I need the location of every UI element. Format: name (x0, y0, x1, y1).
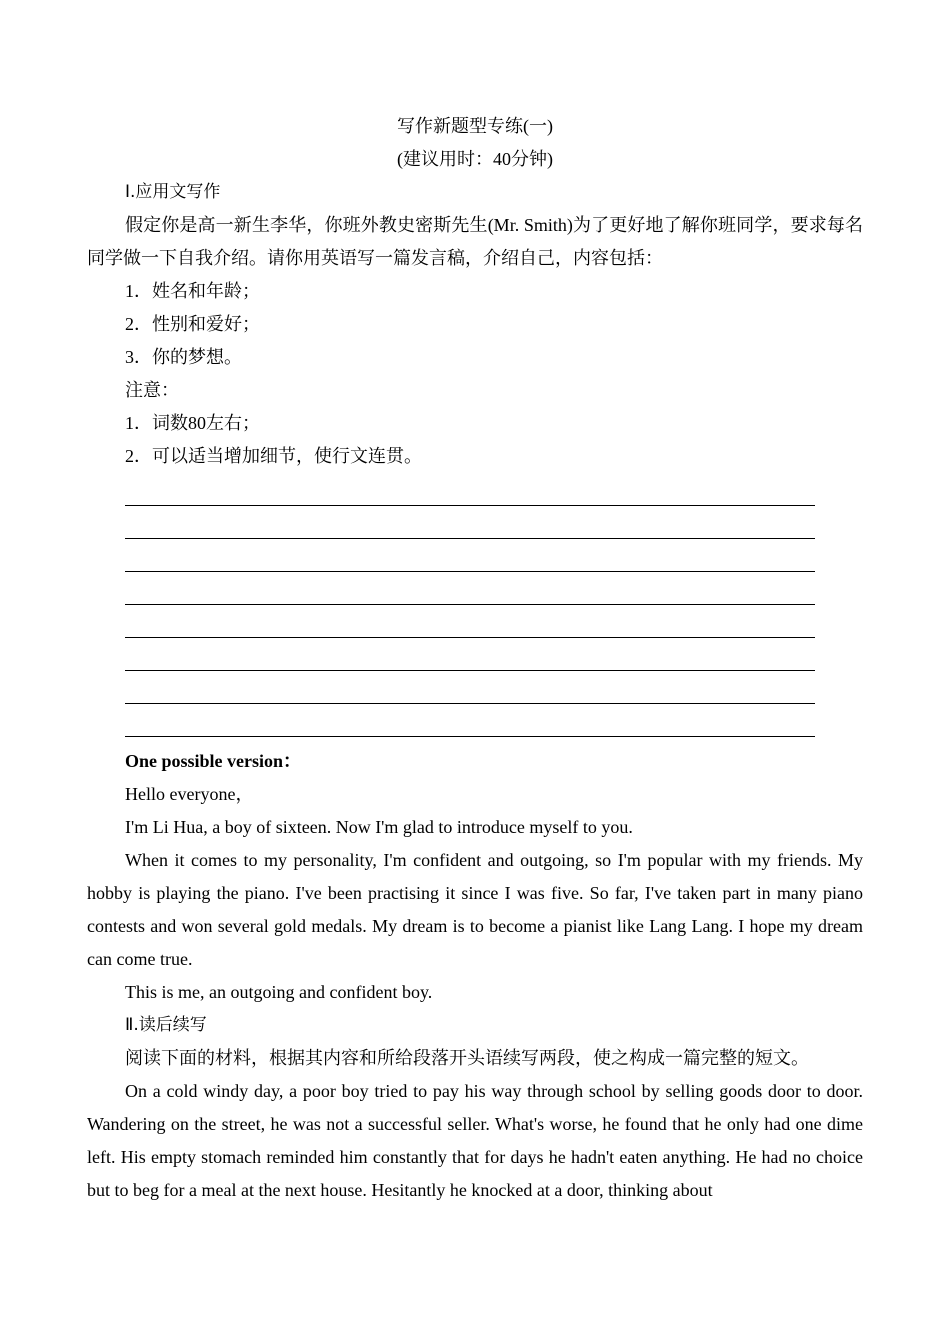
document-page (87, 110, 863, 1207)
sample-body: When it comes to my personality, I'm confident and outgoing, so I'm popular with my friends. My hobby is playing the piano. I've been practising it since I was five. So far, I've taken part in many piano contests and won several gold medals. My dream is to become a pianist like Lang Lang. I hope my dream can come true. (87, 850, 863, 969)
sample-greeting: Hello everyone， (125, 784, 254, 804)
notes-label: 注意： (125, 380, 179, 400)
writing-line[interactable] (125, 671, 815, 704)
document-title: 写作新题型专练(一) (397, 116, 553, 136)
note-item: 1．词数80左右； (125, 413, 260, 433)
content-point: 2．性别和爱好； (125, 314, 260, 334)
sample-answer-label: One possible version： (125, 751, 302, 771)
sample-intro: I'm Li Hua, a boy of sixteen. Now I'm glad to introduce myself to you. (125, 817, 633, 837)
writing-line[interactable] (125, 605, 815, 638)
content-point: 3．你的梦想。 (125, 347, 242, 367)
writing-line[interactable] (125, 572, 815, 605)
content-point: 1．姓名和年龄； (125, 281, 260, 301)
writing-line[interactable] (125, 539, 815, 572)
note-item: 2．可以适当增加细节，使行文连贯。 (125, 446, 422, 466)
answer-writing-lines (87, 481, 863, 745)
writing-line[interactable] (125, 638, 815, 671)
section-2-passage: On a cold windy day, a poor boy tried to pay his way through school by selling goods door to door. Wandering on the street, he was not a successful seller. What's worse, he found that he only had one dime left. His empty stomach reminded him constantly that for days he hadn't eaten anything. He had no choice but to beg for a meal at the next house. Hesitantly he knocked at a door, thinking about (87, 1081, 863, 1200)
writing-line[interactable] (125, 473, 815, 506)
section-2-heading: Ⅱ.读后续写 (125, 1015, 207, 1035)
sample-closing: This is me, an outgoing and confident boy. (125, 982, 433, 1002)
writing-line[interactable] (125, 506, 815, 539)
time-limit: (建议用时：40分钟) (397, 149, 553, 169)
section-2-instruction: 阅读下面的材料，根据其内容和所给段落开头语续写两段，使之构成一篇完整的短文。 (125, 1048, 809, 1068)
writing-line[interactable] (125, 704, 815, 737)
section-1-heading: Ⅰ.应用文写作 (125, 182, 221, 202)
section-1-prompt: 假定你是高一新生李华，你班外教史密斯先生(Mr. Smith)为了更好地了解你班同学，要求每名同学做一下自我介绍。请你用英语写一篇发言稿，介绍自己，内容包括： (87, 215, 863, 268)
